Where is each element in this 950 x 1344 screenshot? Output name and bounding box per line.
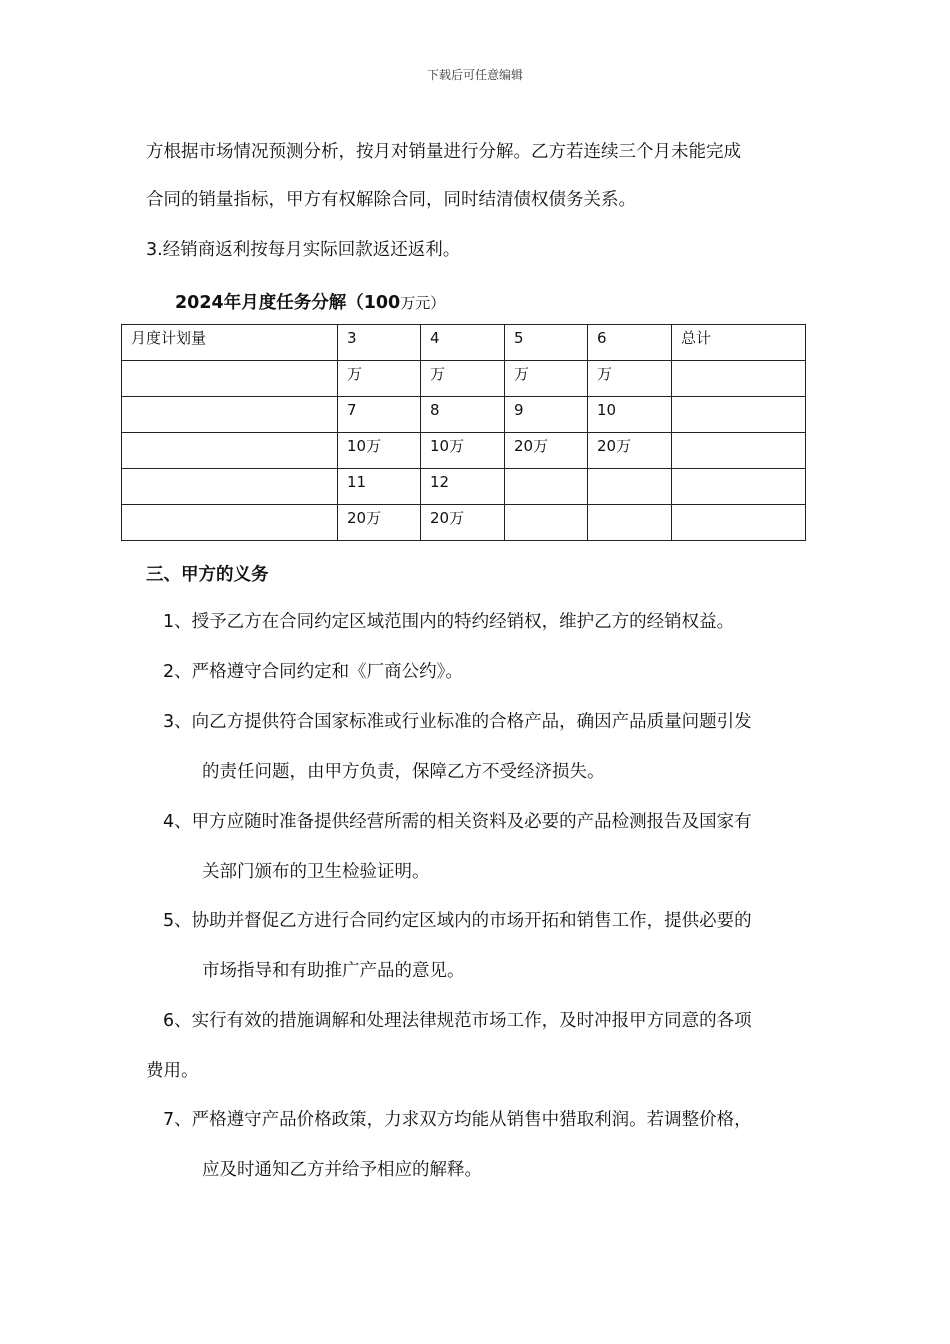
table-cell: 20万 bbox=[421, 505, 505, 541]
table-row bbox=[122, 469, 806, 505]
page-header: 下载后可任意编辑 bbox=[426, 68, 523, 82]
table-cell bbox=[672, 397, 806, 433]
table-cell bbox=[672, 361, 806, 397]
obligation-item-continued: 费用。 bbox=[146, 1061, 199, 1081]
table-cell: 月度计划量 bbox=[122, 325, 338, 361]
table-cell bbox=[588, 505, 672, 541]
table-cell bbox=[122, 505, 338, 541]
table-cell bbox=[505, 469, 588, 505]
table-cell: 总计 bbox=[672, 325, 806, 361]
table-title-unit: 万元） bbox=[400, 294, 446, 312]
table-cell: 4 bbox=[421, 325, 505, 361]
paragraph-line: 方根据市场情况预测分析，按月对销量进行分解。乙方若连续三个月未能完成 bbox=[146, 142, 741, 162]
obligation-item: 3、向乙方提供符合国家标准或行业标准的合格产品，确因产品质量问题引发 bbox=[163, 712, 752, 732]
table-cell bbox=[122, 397, 338, 433]
table-cell: 3 bbox=[338, 325, 421, 361]
table-cell: 万 bbox=[505, 361, 588, 397]
table-row bbox=[122, 505, 806, 541]
table-cell: 10 bbox=[588, 397, 672, 433]
obligation-item: 5、协助并督促乙方进行合同约定区域内的市场开拓和销售工作，提供必要的 bbox=[163, 911, 752, 931]
table-cell bbox=[122, 433, 338, 469]
table-cell: 12 bbox=[421, 469, 505, 505]
table-cell: 10万 bbox=[421, 433, 505, 469]
table-row bbox=[122, 325, 806, 361]
table-title: 2024年月度任务分解（100万元） bbox=[175, 293, 446, 313]
table-cell: 万 bbox=[421, 361, 505, 397]
table-cell bbox=[672, 433, 806, 469]
table-cell: 8 bbox=[421, 397, 505, 433]
obligation-item: 4、甲方应随时准备提供经营所需的相关资料及必要的产品检测报告及国家有 bbox=[163, 812, 752, 832]
table-row bbox=[122, 433, 806, 469]
table-cell bbox=[505, 505, 588, 541]
table-cell bbox=[122, 469, 338, 505]
monthly-plan-table bbox=[121, 324, 806, 541]
table-cell bbox=[588, 469, 672, 505]
table-cell: 9 bbox=[505, 397, 588, 433]
table-cell: 20万 bbox=[588, 433, 672, 469]
table-cell: 6 bbox=[588, 325, 672, 361]
table-cell bbox=[672, 469, 806, 505]
obligation-item-continued: 市场指导和有助推广产品的意见。 bbox=[202, 961, 465, 981]
paragraph-line: 合同的销量指标，甲方有权解除合同，同时结清债权债务关系。 bbox=[146, 190, 636, 210]
obligation-item: 1、授予乙方在合同约定区域范围内的特约经销权，维护乙方的经销权益。 bbox=[163, 612, 735, 632]
obligation-item: 2、严格遵守合同约定和《厂商公约》。 bbox=[163, 662, 463, 682]
table-cell: 万 bbox=[588, 361, 672, 397]
table-row bbox=[122, 361, 806, 397]
table-cell bbox=[122, 361, 338, 397]
table-cell: 万 bbox=[338, 361, 421, 397]
table-cell: 5 bbox=[505, 325, 588, 361]
obligation-item-continued: 的责任问题，由甲方负责，保障乙方不受经济损失。 bbox=[202, 762, 605, 782]
paragraph-line: 3.经销商返利按每月实际回款返还返利。 bbox=[146, 240, 461, 260]
table-cell: 10万 bbox=[338, 433, 421, 469]
table-cell: 11 bbox=[338, 469, 421, 505]
section-heading: 三、甲方的义务 bbox=[146, 565, 269, 585]
table-cell: 20万 bbox=[338, 505, 421, 541]
table-cell: 7 bbox=[338, 397, 421, 433]
obligation-item: 7、严格遵守产品价格政策，力求双方均能从销售中猎取利润。若调整价格， bbox=[163, 1110, 752, 1130]
table-row bbox=[122, 397, 806, 433]
obligation-item-continued: 关部门颁布的卫生检验证明。 bbox=[202, 862, 430, 882]
table-cell: 20万 bbox=[505, 433, 588, 469]
obligation-item: 6、实行有效的措施调解和处理法律规范市场工作，及时冲报甲方同意的各项 bbox=[163, 1011, 752, 1031]
table-cell bbox=[672, 505, 806, 541]
obligation-item-continued: 应及时通知乙方并给予相应的解释。 bbox=[202, 1160, 482, 1180]
